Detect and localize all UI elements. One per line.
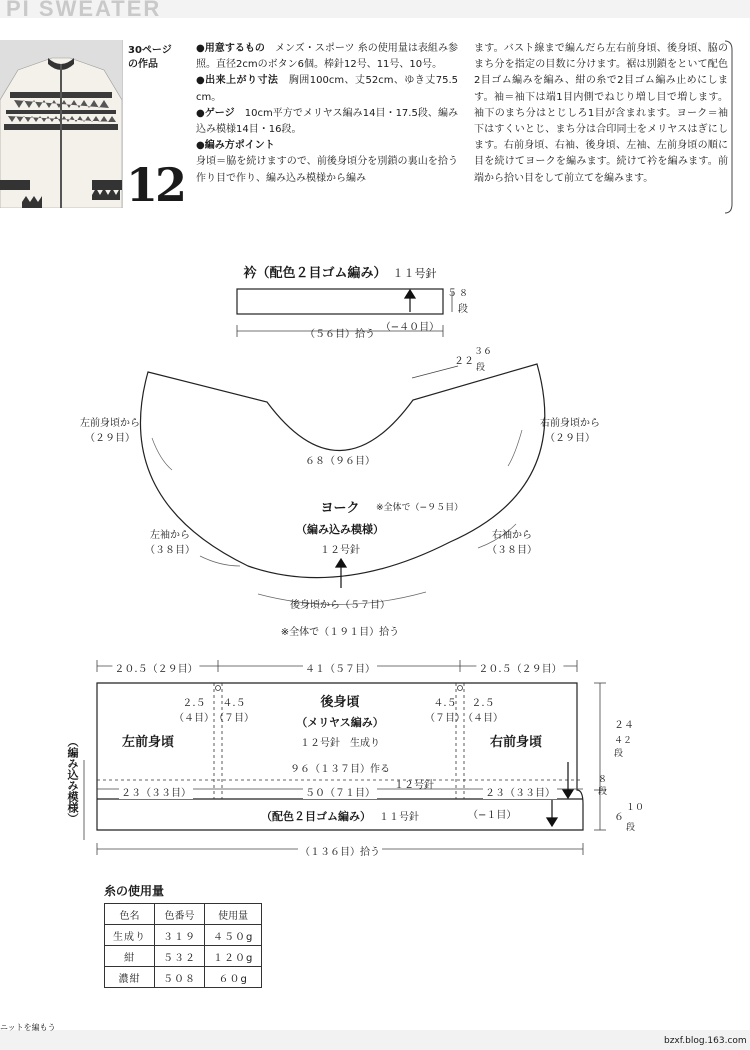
cast-on: ９６（１３７目）作る [288,760,392,775]
table-row: 濃紺 ５０８ ６０g [105,967,262,988]
yoke-depth-rows: ３６ [474,347,493,357]
rib-title: （配色２目ゴム編み） １１号針 [261,810,419,823]
pattern-number: 12 [126,158,185,212]
seg-left: ２３（３３目） [119,784,193,799]
left-front-label: 左前身頃 [122,735,175,750]
collar-height: ５ ８ [447,288,469,299]
rib-height-rows: １０ [626,803,645,813]
gauge-paragraph: ●ゲージ 10cm平方でメリヤス編み14目・17.5段、編み込み模様14目・16段。 [196,107,458,136]
seg-center: ５０（７１目） [303,784,377,799]
fair-isle-rows: ８ [598,775,608,785]
points-heading: ●編み方ポイント [196,140,275,152]
yoke-right-front: 右前身頃から （２９目） [540,418,600,444]
gusset-right-inner: ４.５ （７目） [425,698,465,724]
yoke-rows-unit: 段 [476,363,486,373]
yoke-inner: ６８（９６目） [305,456,375,467]
yoke-back: 後身頃から（５７目） [290,600,390,611]
right-front-label: 右前身頃 [490,735,543,750]
back-subtitle: （メリヤス編み） [296,716,384,729]
collar-title: 衿（配色２目ゴム編み） １１号針 [243,266,437,281]
body-top-right: ２０.５（２９目） [476,660,563,675]
back-needle: １２号針 生成り [300,738,380,749]
body-top-center: ４１（５７目） [303,660,377,675]
yoke-total-note: ※全体で（−９５目） [376,503,464,513]
table-row: 生成り ３１９ ４５０g [105,925,262,946]
materials-paragraph: ●用意するもの メンズ・スポーツ 糸の使用量は表組み参照。直径2cmのボタン6個。棒針12号、11号、10号。 [196,43,458,71]
body-top-left: ２０.５（２９目） [112,660,199,675]
collar-decrease: （−４０目） [380,322,440,333]
finished-size-paragraph: ●出来上がり寸法 胸囲100cm、丈52cm、ゆき丈75.5 cm。 [196,75,458,103]
side-rows-unit: 段 [614,749,624,759]
footer-right: bzxf.blog.163.com [664,1036,747,1046]
table-row: 紺 ５３２ １２０g [105,946,262,967]
rib-decrease: （−１目） [468,810,517,821]
header-title: PI SWEATER [6,0,162,21]
back-title: 後身頃 [320,695,360,710]
footer-left: ニットを編もう [0,1023,56,1032]
rib-pickup: （１３６目）拾う [298,843,382,858]
footer-band [0,1030,750,1050]
yoke-title: ヨーク [320,501,360,516]
yarn-title: 糸の使用量 [104,884,165,898]
body-needle-12: １２号針 [394,780,434,791]
body-instructions: 身頃＝脇を続けますので、前後身頃分を別鎖の裏山を拾う作り目で作り、編み込み模様から編み [196,156,458,184]
rib-rows-unit: 段 [626,823,636,833]
page-reference: 30ページ の作品 [128,45,172,70]
side-height-cm: ２４ [614,720,634,731]
collar-pickup: （５６目）拾う [305,329,375,340]
yarn-header-row: 色名 色番号 使用量 [105,904,262,925]
fair-isle-rows-unit: 段 [598,787,608,797]
seg-right: ２３（３３目） [483,784,557,799]
collar-rows-unit: 段 [458,304,468,315]
fair-isle-label: （編み込み模様） [66,736,79,824]
yoke-left-front: 左前身頃から （２９目） [80,418,140,444]
yoke-depth-cm: ２２ [454,356,474,367]
gusset-right-outer: ２.５ （４目） [463,698,503,724]
yoke-right-sleeve: 右袖から （３８目） [487,530,537,556]
yoke-needle: １２号針 [320,545,360,556]
gusset-left-outer: ２.５ （４目） [174,698,214,724]
instructions-column-2: ます。バスト線まで編んだら左右前身頃、後身頃、脇のまち分を指定の目数に分けます。裾は別鎖をといて配色2目ゴム編みを編み、紺の糸で2目ゴム編み止めにします。袖＝袖下は端1目内側でねじり増し目で増します。袖下のまち分はとじしろ1目が含まれます。ヨーク＝袖下はすくいとじ、まち分は合印同士をメリヤスはぎにします。右前身頃、右袖、後身頃、左袖、左前身頃の順に目を続けてヨークを編みます。続けて衿を編みます。前端から拾い目をして前立てを編みます。 [474,43,728,184]
yoke-total-pickup: ※全体で（１９１目）拾う [280,627,400,638]
yoke-subtitle: （編み込み模様） [296,523,384,536]
side-height-rows: ４２ [614,736,633,746]
gusset-left-inner: ４.５ （７目） [214,698,254,724]
yoke-left-sleeve: 左袖から （３８目） [145,530,195,556]
yarn-table [104,903,262,988]
rib-height-cm: ６ [614,812,624,823]
